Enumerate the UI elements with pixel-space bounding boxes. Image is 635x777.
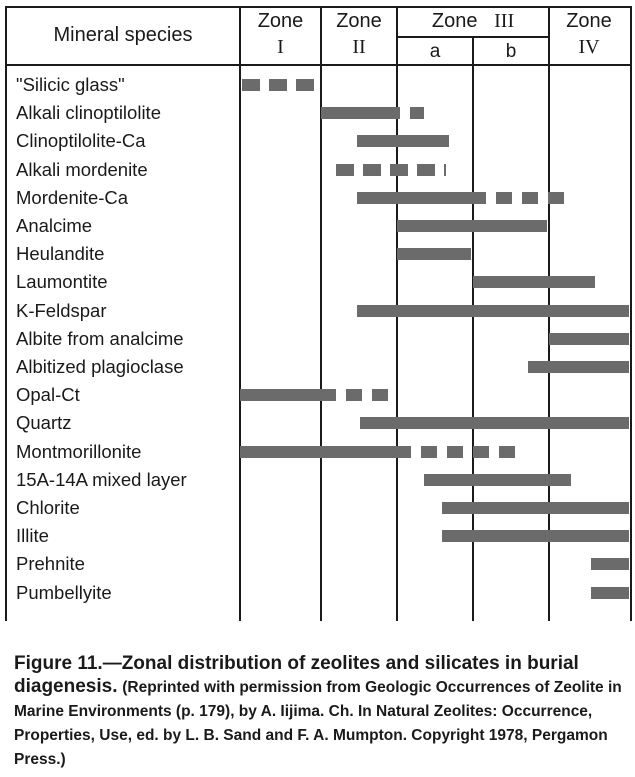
- zone-roman: IV: [578, 36, 600, 58]
- range-bar: [336, 164, 354, 176]
- range-bar: [442, 502, 629, 514]
- mineral-label: Analcime: [16, 215, 93, 236]
- range-bar: [424, 474, 572, 486]
- zone-I-header: [241, 10, 320, 58]
- range-bar: [417, 164, 435, 176]
- range-bar: [397, 220, 547, 232]
- mineral-species-header: Mineral species: [53, 24, 193, 46]
- mineral-label: Mordenite-Ca: [16, 186, 129, 208]
- mineral-label: Opal-Ct: [16, 384, 80, 406]
- mineral-label: Illite: [16, 525, 49, 547]
- mineral-label: Albite from analcime: [16, 327, 184, 349]
- zone-roman: I: [277, 36, 284, 58]
- mineral-label: Clinoptilolite-Ca: [16, 130, 146, 152]
- zone-roman: III: [494, 10, 515, 32]
- range-bar: [473, 276, 595, 288]
- zone-word: Zone: [336, 10, 382, 32]
- range-bar: [357, 192, 486, 204]
- range-bar: [444, 164, 446, 176]
- zone-III-header: [398, 10, 548, 32]
- mineral-label: Chlorite: [16, 497, 80, 518]
- range-bar: [397, 248, 471, 260]
- mineral-label: Pumbellyite: [16, 581, 112, 603]
- range-bar: [410, 107, 424, 119]
- range-bar: [357, 135, 449, 147]
- zone-II-header: [322, 10, 396, 58]
- mineral-label: Alkali mordenite: [16, 158, 148, 180]
- zone-IIIb-header: b: [505, 41, 517, 62]
- mineral-label: Albitized plagioclase: [16, 356, 184, 377]
- figure-caption: [14, 652, 629, 771]
- mineral-label: "Silicic glass": [16, 74, 125, 95]
- zone-divider-2: [320, 6, 322, 621]
- range-bar: [447, 446, 463, 458]
- range-bar: [269, 79, 287, 91]
- range-bar: [549, 333, 629, 345]
- mineral-label: Prehnite: [16, 553, 85, 575]
- range-bar: [591, 558, 629, 570]
- range-bar: [499, 446, 515, 458]
- range-bar: [296, 79, 314, 91]
- zone-IIIa-header: a: [429, 41, 441, 62]
- mineral-label: Alkali clinoptilolite: [16, 102, 161, 124]
- range-bar: [421, 446, 437, 458]
- range-bar: [496, 192, 512, 204]
- range-bar: [442, 530, 629, 542]
- mineral-label: Laumontite: [16, 271, 108, 293]
- range-bar: [390, 164, 408, 176]
- mineral-label: Heulandite: [16, 243, 105, 265]
- zone-word: Zone: [431, 10, 478, 32]
- zone-word: Zone: [566, 10, 612, 32]
- range-bar: [528, 361, 629, 373]
- zone-roman: II: [352, 36, 366, 58]
- zone-word: Zone: [257, 10, 304, 32]
- range-bar: [321, 107, 400, 119]
- range-bar: [363, 164, 381, 176]
- range-bar: [591, 587, 629, 599]
- mineral-label: 15A-14A mixed layer: [16, 468, 187, 490]
- range-bar: [240, 446, 411, 458]
- range-bar: [242, 79, 260, 91]
- mineral-label: K-Feldspar: [16, 299, 107, 321]
- range-bar: [346, 389, 362, 401]
- header-bottom-rule: [5, 64, 632, 66]
- range-bar: [473, 446, 489, 458]
- range-bar: [548, 192, 564, 204]
- range-bar: [240, 389, 336, 401]
- zone-divider-1: [239, 6, 241, 621]
- zone-IV-header: [550, 10, 628, 58]
- caption-note: (Reprinted with permission from Geologic Occurrences of Zeolite in Marine Environments (p. 179), by A. Iijima. Ch. In Natural Zeolites: Occurrence, Properties, Use, ed. by L. B. Sand and F. A. Mumpton. Copyright 1978, Pergamon Press.): [14, 679, 622, 768]
- mineral-label: Quartz: [16, 412, 72, 434]
- range-bar: [357, 305, 629, 317]
- caption-title: Figure 11.—Zonal distribution of zeolites and silicates in burial diagenesis.: [14, 653, 579, 697]
- range-bar: [372, 389, 388, 401]
- range-bar: [360, 417, 629, 429]
- mineral-label: Montmorillonite: [16, 440, 142, 462]
- range-bar: [522, 192, 538, 204]
